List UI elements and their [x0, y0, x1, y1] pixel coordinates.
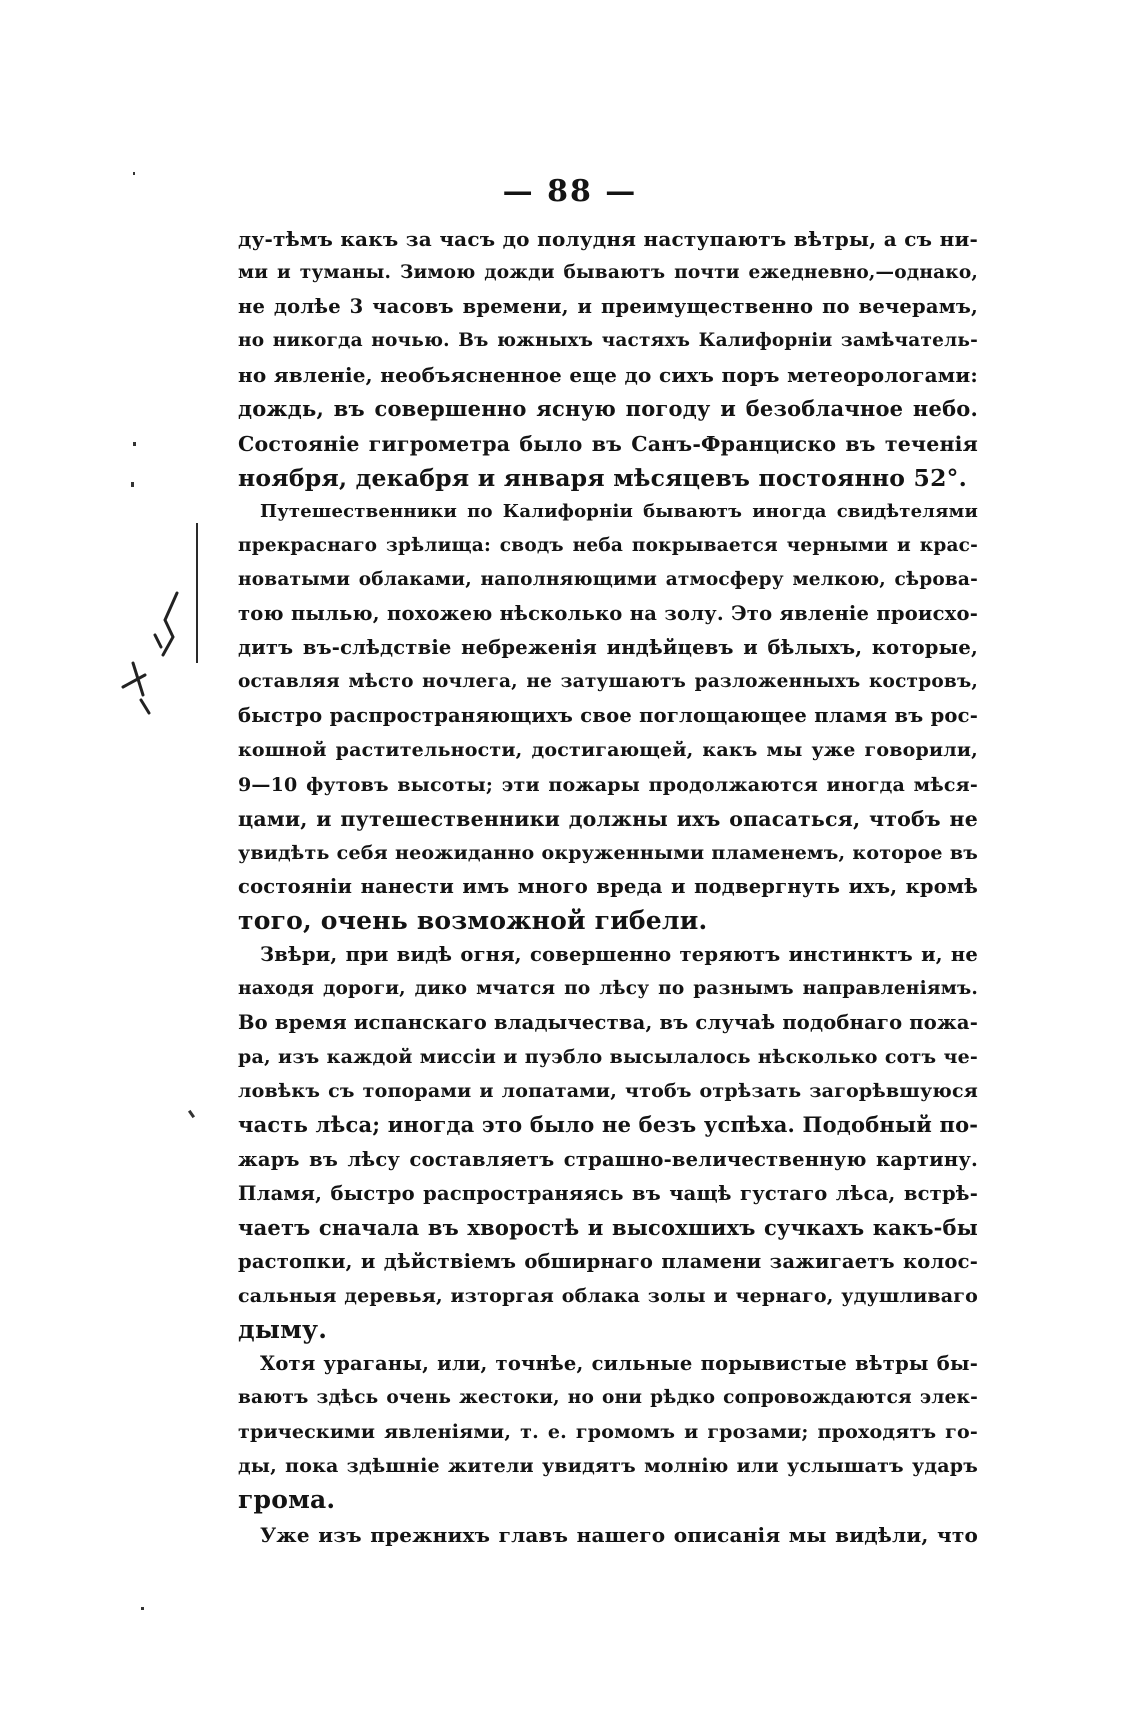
text-line: Хотя ураганы, или, точнѣе, сильные порывистые вѣтры бы- — [260, 1352, 978, 1376]
text-line: Состояніе гигрометра было въ Санъ-Франциско въ теченія — [238, 431, 978, 456]
text-line: ваютъ здѣсь очень жестоки, но они рѣдко сопровождаются элек- — [238, 1387, 978, 1409]
text-line: тою пылью, похожею нѣсколько на золу. Это явленіе происхо- — [238, 602, 978, 626]
text-line: дождь, въ совершенно ясную погоду и безоблачное небо. — [238, 396, 978, 422]
text-line: Пламя, быстро распространяясь въ чащѣ густаго лѣса, встрѣ- — [238, 1181, 978, 1205]
text-line: Путешественники по Калифорніи бываютъ иногда свидѣтелями — [260, 500, 978, 522]
text-line: увидѣть себя неожиданно окруженными пламенемъ, которое въ — [238, 841, 978, 864]
text-line: сальныя деревья, изторгая облака золы и чернаго, удушливаго — [238, 1284, 978, 1307]
text-line: прекраснаго зрѣлища: сводъ неба покрывается черными и крас- — [238, 534, 978, 556]
text-line: ра, изъ каждой миссіи и пуэбло высылалось нѣсколько сотъ че- — [238, 1046, 978, 1069]
text-line: часть лѣса; иногда это было не безъ успѣха. Подобный по- — [238, 1112, 979, 1138]
text-line: того, очень возможной гибели. — [238, 905, 708, 935]
text-line: растопки, и дѣйствіемъ обширнаго пламени зажигаетъ колос- — [238, 1249, 978, 1273]
text-line: грома. — [238, 1485, 336, 1515]
text-line: ноября, декабря и января мѣсяцевъ постоянно 52°. — [238, 463, 967, 492]
text-line: находя дороги, дико мчатся по лѣсу по разнымъ направленіямъ. — [238, 978, 978, 1000]
text-line: чаетъ сначала въ хворостѣ и высохшихъ сучкахъ какъ-бы — [238, 1214, 978, 1240]
page-number: — 88 — — [502, 174, 638, 209]
text-line: но явленіе, необъясненное еще до сихъ поръ метеорологами: — [238, 363, 978, 388]
text-line: оставляя мѣсто ночлега, не затушаютъ разложенныхъ костровъ, — [238, 671, 978, 693]
text-line: дитъ въ-слѣдствіе небреженія индѣйцевъ и бѣлыхъ, которые, — [238, 636, 978, 660]
text-line: жаръ въ лѣсу составляетъ страшно-величественную картину. — [238, 1147, 978, 1171]
text-line: Уже изъ прежнихъ главъ нашего описанія мы видѣли, что — [260, 1522, 978, 1547]
margin-dot — [141, 1607, 144, 1610]
text-line: трическими явленіями, т. е. громомъ и грозами; проходятъ го- — [238, 1421, 978, 1444]
margin-dot — [188, 1110, 195, 1118]
handwritten-margin-note-icon — [115, 575, 195, 715]
text-line: но никогда ночью. Въ южныхъ частяхъ Калифорніи замѣчатель- — [238, 330, 978, 352]
text-line: ды, пока здѣшніе жители увидятъ молнію или услышатъ ударъ — [238, 1455, 978, 1478]
text-line: состояніи нанести имъ много вреда и подвергнуть ихъ, кромѣ — [238, 874, 978, 898]
text-line: ду-тѣмъ какъ за часъ до полудня наступаютъ вѣтры, а съ ни- — [238, 227, 978, 251]
text-line: новатыми облаками, наполняющими атмосферу мелкою, сѣрова- — [238, 568, 978, 590]
text-line: ловѣкъ съ топорами и лопатами, чтобъ отрѣзать загорѣвшуюся — [238, 1080, 978, 1103]
text-line: цами, и путешественники должны ихъ опасаться, чтобъ не — [238, 806, 978, 831]
margin-dot — [133, 172, 135, 175]
text-line: быстро распространяющихъ свое поглощающее пламя въ рос- — [238, 704, 978, 728]
margin-dot — [131, 482, 134, 487]
margin-dot — [133, 442, 136, 446]
margin-pencil-line — [196, 523, 198, 663]
text-line: дыму. — [238, 1315, 328, 1344]
text-line: 9—10 футовъ высоты; эти пожары продолжаются иногда мѣся- — [238, 773, 978, 796]
text-line: Во время испанскаго владычества, въ случаѣ подобнаго пожа- — [238, 1011, 978, 1035]
text-line: кошной растительности, достигающей, какъ мы уже говорили, — [238, 739, 978, 762]
text-line: ми и туманы. Зимою дожди бываютъ почти ежедневно,—однако, — [238, 262, 978, 284]
text-line: не долѣе 3 часовъ времени, и преимущественно по вечерамъ, — [238, 295, 978, 319]
text-line: Звѣри, при видѣ огня, совершенно теряютъ инстинктъ и, не — [260, 942, 978, 966]
body-text — [238, 222, 978, 1552]
